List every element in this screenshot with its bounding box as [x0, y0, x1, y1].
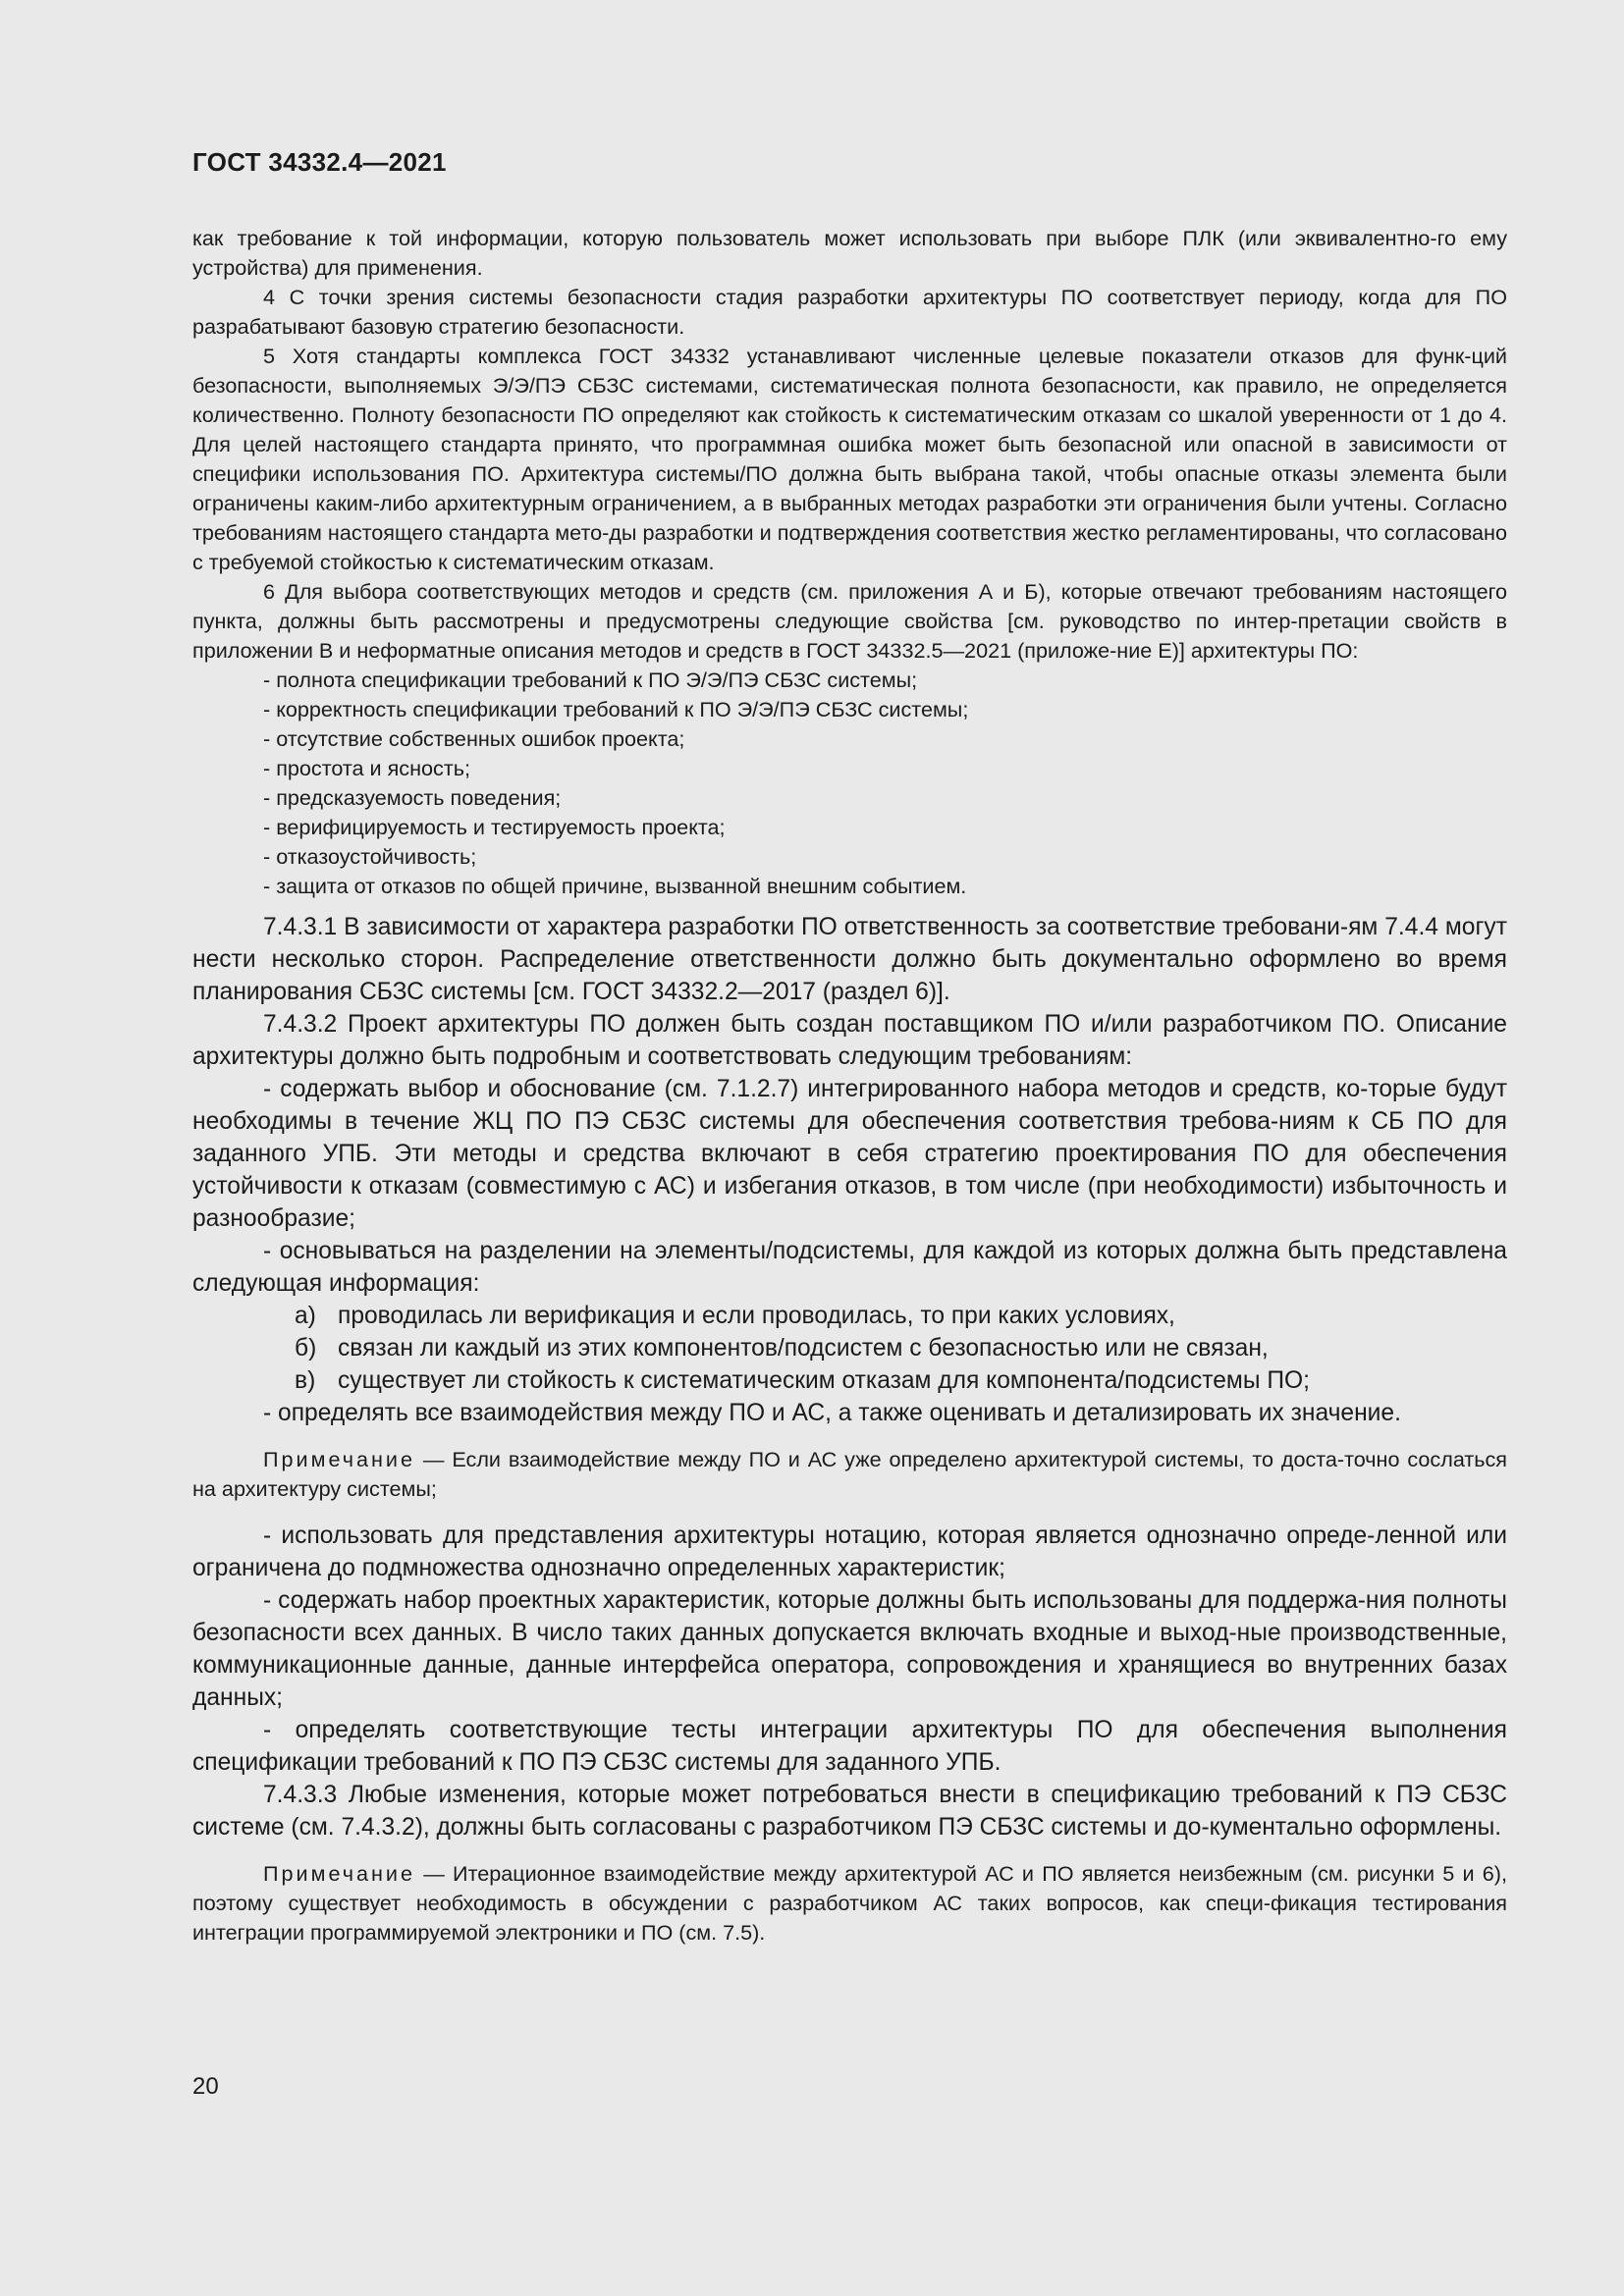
note-label: Примечание — [263, 1447, 415, 1471]
list-item: - корректность спецификации требований к ПО Э/Э/ПЭ СБЗС системы; — [263, 697, 969, 721]
requirement-item: - определять все взаимодействия между ПО и АС, а также оценивать и детализировать их значение. — [263, 1400, 1401, 1426]
main-clauses — [192, 911, 1507, 1429]
document-header: ГОСТ 34332.4—2021 — [192, 147, 447, 177]
requirement-item: - основываться на разделении на элементы/подсистемы, для каждой из которых должна быть представлена следующая информация: — [192, 1238, 1507, 1297]
sub-item-text: связан ли каждый из этих компонентов/подсистем с безопасностью или не связан, — [338, 1335, 1269, 1362]
note-5: 5 Хотя стандарты комплекса ГОСТ 34332 устанавливают численные целевые показатели отказов для функ-ций безопасности, выполняемых Э/Э/ПЭ СБЗС системами, систематическая полнота безопасности, как правило, не определяется количественно. Полноту безопасности ПО определяют как стойкость к систематическим отказам со шкалой уверенности от 1 до 4. Для целей настоящего стандарта принято, что программная ошибка может быть безопасной или опасной в зависимости от специфики использования ПО. Архитектура системы/ПО должна быть выбрана такой, чтобы опасные отказы элемента были ограничены каким-либо архитектурным ограничением, а в выбранных методах разработки эти ограничения были учтены. Согласно требованиям настоящего стандарта мето-ды разработки и подтверждения соответствия жестко регламентированы, что согласовано с требуемой стойкостью к систематическим отказам. — [192, 344, 1507, 574]
note-6: 6 Для выбора соответствующих методов и средств (см. приложения А и Б), которые отвечают требованиям настоящего пункта, должны быть рассмотрены и предусмотрены следующие свойства [см. руководство по интер-претации свойств в приложении В и неформатные описания методов и средств в ГОСТ 34332.5—2021 (приложе-ние Е)] архитектуры ПО: — [192, 579, 1507, 663]
notes-top — [192, 224, 1507, 901]
clause-7-4-3-1: 7.4.3.1 В зависимости от характера разработки ПО ответственность за соответствие требовани-ям 7.4.4 могут нести несколько сторон. Распределение ответственности должно быть документально оформлено во время планирования СБЗС системы [см. ГОСТ 34332.2—2017 (раздел 6)]. — [192, 914, 1507, 1005]
sub-item-text: проводилась ли верификация и если проводилась, то при каких условиях, — [338, 1303, 1175, 1329]
sub-item-mark: в) — [295, 1367, 316, 1394]
requirement-item: - содержать набор проектных характеристик, которые должны быть использованы для поддержа-ния полноты безопасности всех данных. В число таких данных допускается включать входные и выход-ные производственные, коммуникационные данные, данные интерфейса оператора, сопровождения и хранящиеся во внутренних базах данных; — [192, 1587, 1507, 1711]
clause-7-4-3-2: 7.4.3.2 Проект архитектуры ПО должен быть создан поставщиком ПО и/или разработчиком ПО. Описание архитектуры должно быть подробным и соответствовать следующим требованиям: — [192, 1011, 1507, 1070]
note-text: — Итерационное взаимодействие между архитектурой АС и ПО является неизбежным (см. рисунки 5 и 6), поэтому существует необходимость в обсуждении с разработчиком АС таких вопросов, как специ-фикация тестирования интеграции программируемой электроники и ПО (см. 7.5). — [192, 1861, 1507, 1945]
list-item: - отсутствие собственных ошибок проекта; — [263, 726, 685, 751]
sub-item — [192, 1300, 1507, 1332]
note-4: 4 С точки зрения системы безопасности стадия разработки архитектуры ПО соответствует периоду, когда для ПО разрабатывают базовую стратегию безопасности. — [192, 285, 1507, 339]
list-item: - предсказуемость поведения; — [263, 785, 562, 810]
note-label: Примечание — [263, 1861, 415, 1886]
list-item: - полнота спецификации требований к ПО Э/Э/ПЭ СБЗС системы; — [263, 667, 918, 692]
clause-7-4-3-3: 7.4.3.3 Любые изменения, которые может потребоваться внести в спецификацию требований к ПЭ СБЗС системе (см. 7.4.3.2), должны быть согласованы с разработчиком ПЭ СБЗС системы и до-кументально оформлены. — [192, 1782, 1507, 1841]
properties-list — [192, 666, 1507, 901]
note-text: — Если взаимодействие между ПО и АС уже определено архитектурой системы, то доста-точно сослаться на архитектуру системы; — [192, 1447, 1507, 1501]
sub-item — [192, 1332, 1507, 1364]
sub-item-mark: б) — [295, 1335, 317, 1362]
list-item: - простота и ясность; — [263, 756, 470, 780]
list-item: - отказоустойчивость; — [263, 844, 477, 869]
note-continuation: как требование к той информации, которую пользователь может использовать при выборе ПЛК (или эквивалентно-го ему устройства) для применения. — [192, 226, 1507, 280]
list-item: - верифицируемость и тестируемость проекта; — [263, 815, 726, 839]
sub-item — [192, 1364, 1507, 1397]
sub-items-list — [192, 1300, 1507, 1397]
page-body — [192, 224, 1507, 1948]
note-block — [192, 1445, 1507, 1504]
requirement-item: - содержать выбор и обоснование (см. 7.1.2.7) интегрированного набора методов и средств, ко-торые будут необходимы в течение ЖЦ ПО ПЭ СБЗС системы для обеспечения соответствия требова-ниям к СБ ПО для заданного УПБ. Эти методы и средства включают в себя стратегию проектирования ПО для обеспечения устойчивости к отказам (совместимую с АС) и избегания отказов, в том числе (при необходимости) избыточность и разнообразие; — [192, 1076, 1507, 1232]
sub-item-text: существует ли стойкость к систематическим отказам для компонента/подсистемы ПО; — [338, 1367, 1310, 1394]
page-number: 20 — [192, 2073, 219, 2100]
requirement-item: - определять соответствующие тесты интеграции архитектуры ПО для обеспечения выполнения спецификации требований к ПО ПЭ СБЗС системы для заданного УПБ. — [192, 1717, 1507, 1776]
sub-item-mark: а) — [295, 1303, 316, 1329]
requirement-item: - использовать для представления архитектуры нотацию, которая является однозначно опреде-ленной или ограничена до подмножества однозначно определенных характеристик; — [192, 1522, 1507, 1581]
requirements-continued — [192, 1520, 1507, 1843]
note-block — [192, 1859, 1507, 1948]
list-item: - защита от отказов по общей причине, вызванной внешним событием. — [263, 874, 967, 898]
